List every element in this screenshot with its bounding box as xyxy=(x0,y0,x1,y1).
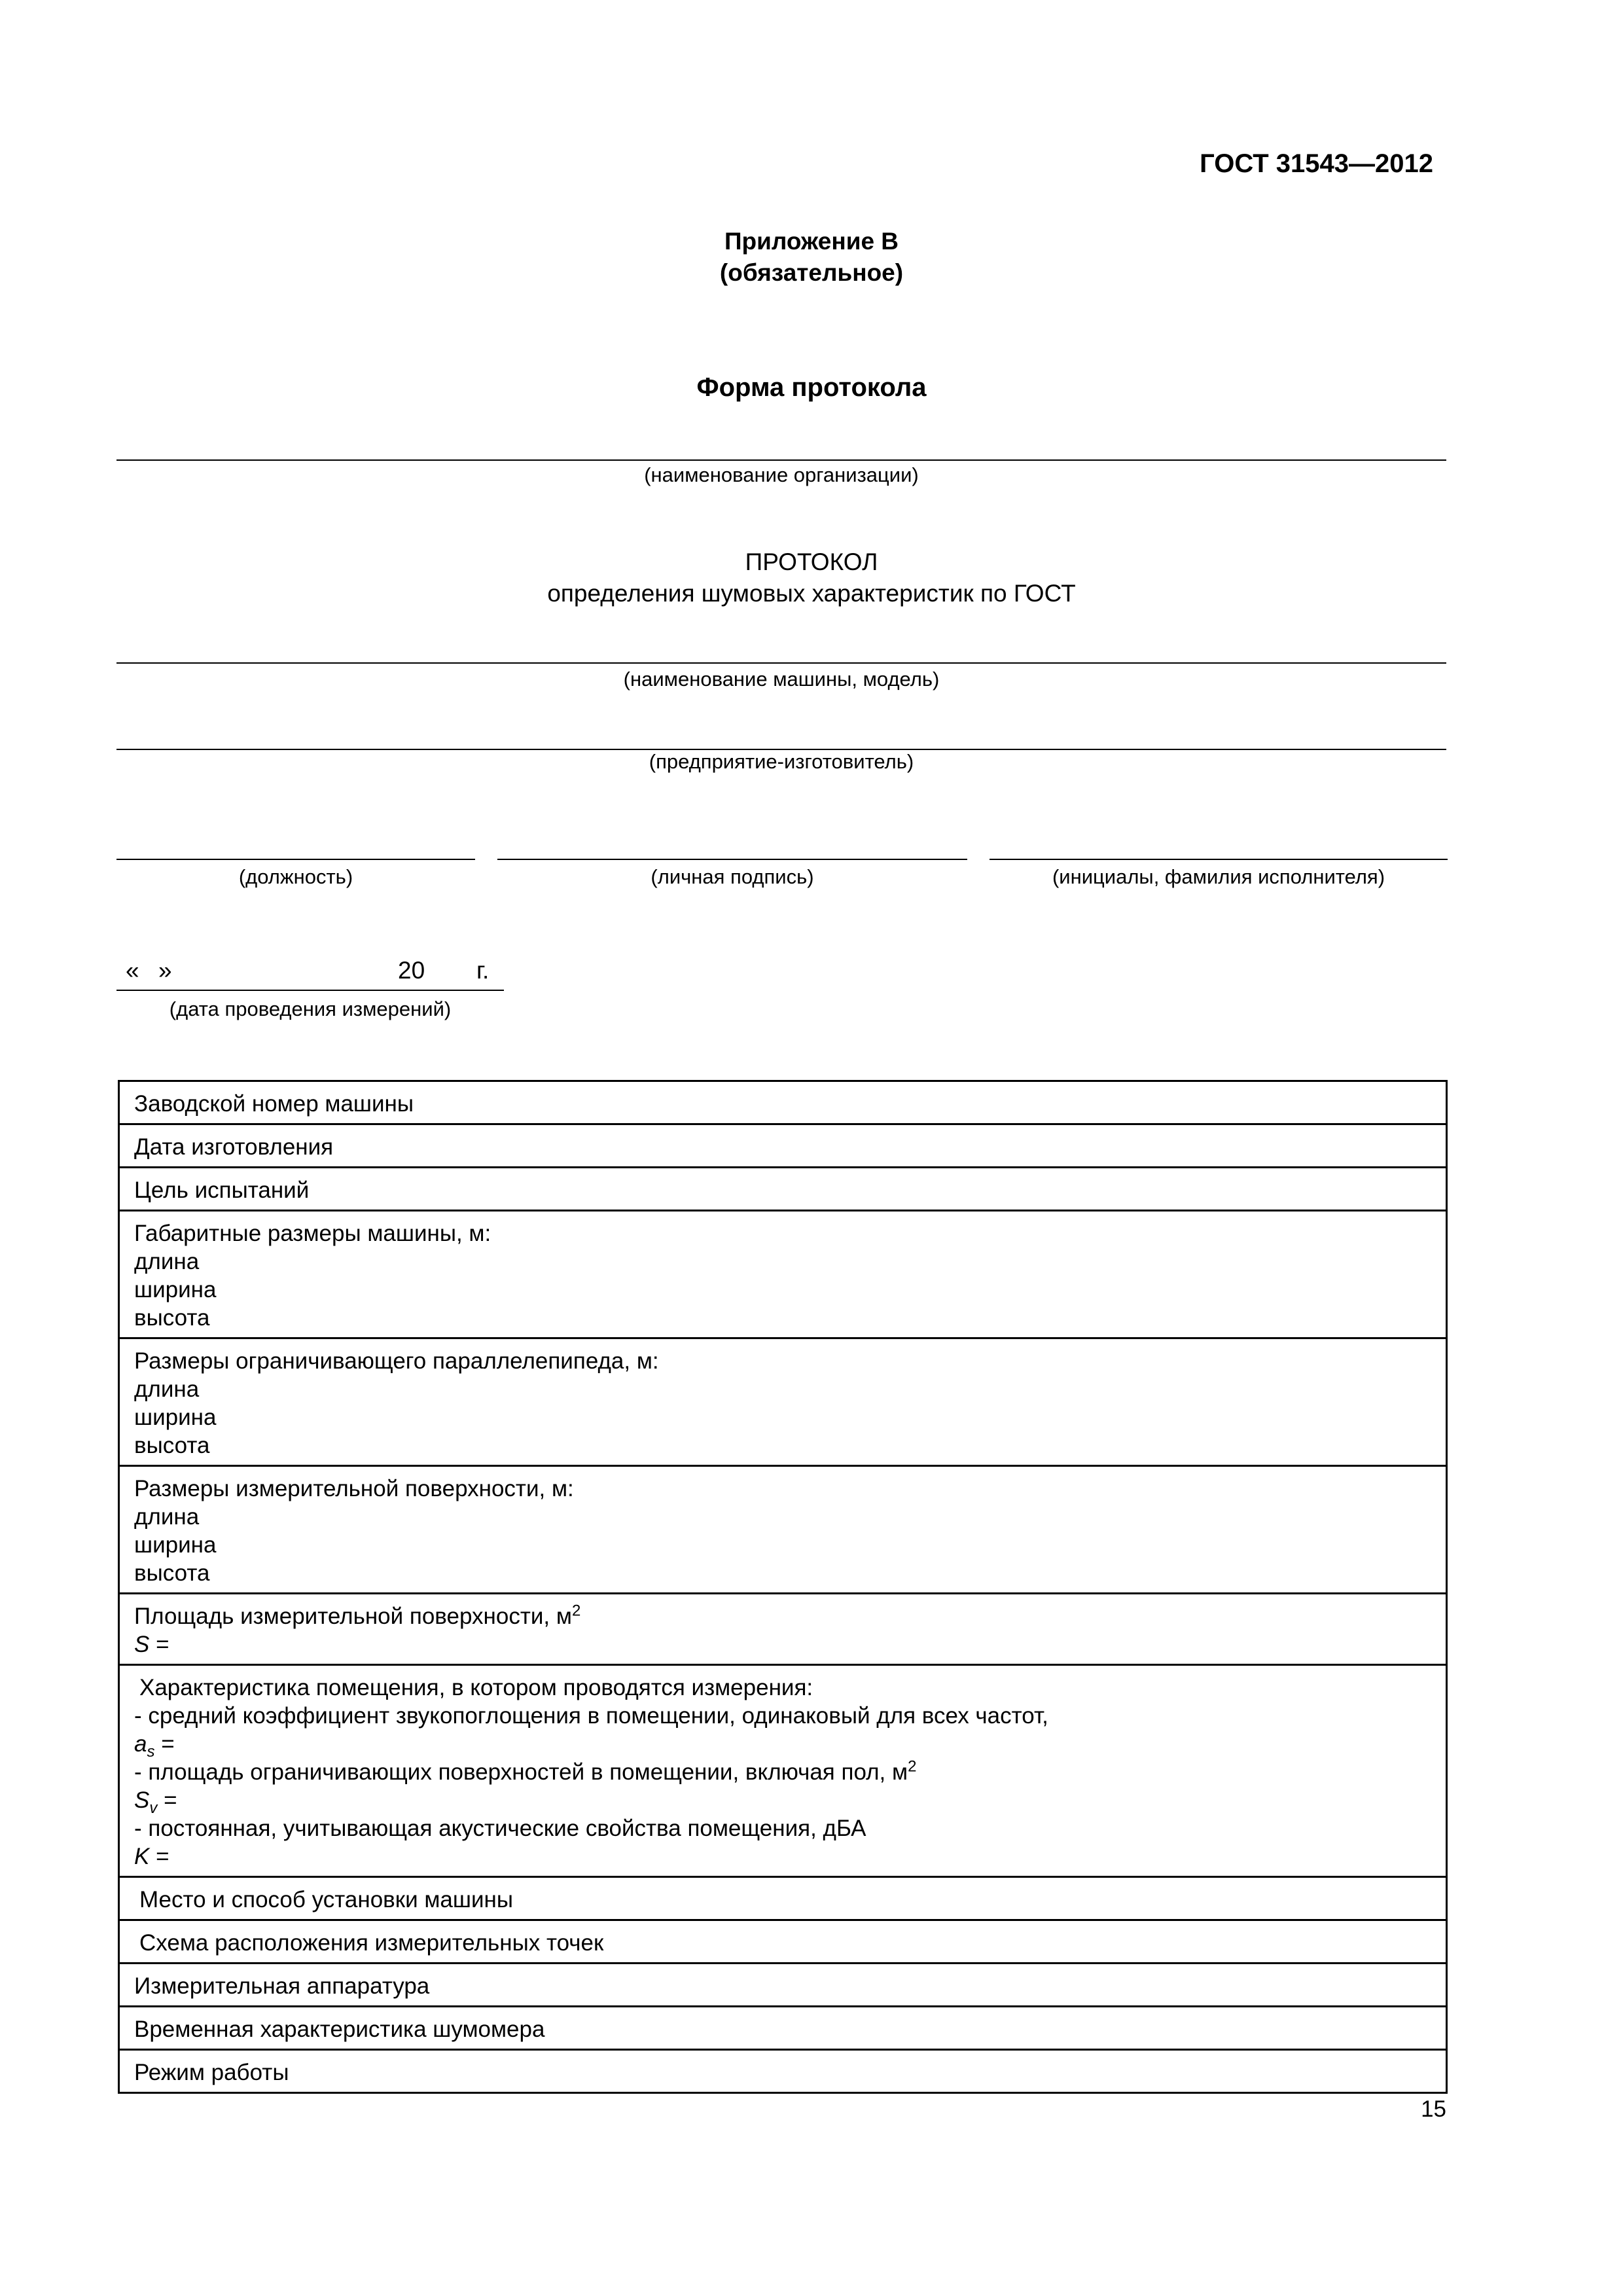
protocol-subtitle: определения шумовых характеристик по ГОСТ xyxy=(547,580,1076,607)
table-row xyxy=(119,2050,1447,2093)
surface-height-label: высота xyxy=(134,1560,210,1586)
signature-caption: (личная подпись) xyxy=(651,865,814,888)
operating-mode-cell: Режим работы xyxy=(119,2050,1447,2093)
date-field xyxy=(118,957,504,986)
table-row xyxy=(119,1124,1447,1168)
surface-dimensions-cell xyxy=(119,1466,1447,1594)
serial-number-cell: Заводской номер машины xyxy=(119,1081,1447,1124)
box-length-label: длина xyxy=(134,1376,200,1402)
signature-line xyxy=(497,859,967,860)
appendix-status: (обязательное) xyxy=(719,259,904,286)
executor-caption: (инициалы, фамилия исполнителя) xyxy=(1052,865,1385,888)
protocol-title: ПРОТОКОЛ xyxy=(745,548,878,575)
surface-area-cell xyxy=(119,1594,1447,1665)
date-line xyxy=(116,990,504,991)
manufacturer-caption: (предприятие-изготовитель) xyxy=(649,750,914,773)
date-year-prefix: 20 xyxy=(398,957,425,984)
table-row xyxy=(119,1964,1447,2007)
box-width-label: ширина xyxy=(134,1405,217,1430)
room-constant-label: - постоянная, учитывающая акустические свойства помещения, дБА xyxy=(134,1816,866,1841)
equipment-cell: Измерительная аппаратура xyxy=(119,1964,1447,2007)
surface-area-title: Площадь измерительной поверхности, $м^2$ xyxy=(134,1602,581,1629)
time-characteristic-cell: Временная характеристика шумомера xyxy=(119,2007,1447,2050)
table-row xyxy=(119,1466,1447,1594)
table-row xyxy=(119,1665,1447,1877)
position-line xyxy=(116,859,475,860)
protocol-form-table xyxy=(118,1080,1448,2094)
organization-caption: (наименование организации) xyxy=(644,463,919,486)
table-row xyxy=(119,1168,1447,1211)
room-characteristics-cell xyxy=(119,1665,1447,1877)
room-title: Характеристика помещения, в котором проводятся измерения: xyxy=(139,1675,813,1700)
room-surfaces-label: - площадь ограничивающих поверхностей в помещении, включая пол, $м^2$ xyxy=(134,1757,917,1785)
machine-width-label: ширина xyxy=(134,1277,217,1302)
machine-caption: (наименование машины, модель) xyxy=(623,668,940,691)
standard-number: ГОСТ 31543—2012 xyxy=(1200,149,1433,178)
position-caption: (должность) xyxy=(238,865,353,888)
date-close-quote: » xyxy=(158,957,172,984)
room-absorption-value: $a_s$ = xyxy=(134,1731,175,1761)
table-row xyxy=(119,1338,1447,1466)
manufacture-date-cell: Дата изготовления xyxy=(119,1124,1447,1168)
machine-dimensions-title: Габаритные размеры машины, м: xyxy=(134,1221,491,1246)
date-open-quote: « xyxy=(126,957,139,984)
protocol-heading xyxy=(0,547,1623,609)
surface-area-value: S = xyxy=(134,1632,169,1657)
table-row xyxy=(119,1594,1447,1665)
machine-length-label: длина xyxy=(134,1249,200,1274)
table-row xyxy=(119,1920,1447,1964)
room-absorption-label: - средний коэффициент звукопоглощения в помещении, одинаковый для всех частот, xyxy=(134,1703,1048,1729)
room-surfaces-value: $S_v$ = xyxy=(134,1787,177,1817)
machine-dimensions-cell xyxy=(119,1211,1447,1338)
box-dimensions-cell xyxy=(119,1338,1447,1466)
organization-line xyxy=(116,459,1446,461)
table-row xyxy=(119,1211,1447,1338)
machine-line xyxy=(116,662,1446,664)
box-height-label: высота xyxy=(134,1433,210,1458)
appendix-title: Приложение В xyxy=(724,228,899,255)
table-row xyxy=(119,1877,1447,1920)
table-row xyxy=(119,2007,1447,2050)
date-caption: (дата проведения измерений) xyxy=(169,997,452,1020)
appendix-heading xyxy=(0,226,1623,289)
test-purpose-cell: Цель испытаний xyxy=(119,1168,1447,1211)
surface-dimensions-title: Размеры измерительной поверхности, м: xyxy=(134,1476,574,1501)
surface-length-label: длина xyxy=(134,1504,200,1530)
form-title: Форма протокола xyxy=(696,373,927,402)
surface-width-label: ширина xyxy=(134,1532,217,1558)
room-constant-value: K = xyxy=(134,1844,169,1869)
table-row xyxy=(119,1081,1447,1124)
points-scheme-cell: Схема расположения измерительных точек xyxy=(119,1920,1447,1964)
machine-height-label: высота xyxy=(134,1305,210,1331)
executor-line xyxy=(990,859,1448,860)
area-unit-power: 2 xyxy=(571,1602,581,1620)
installation-cell: Место и способ установки машины xyxy=(119,1877,1447,1920)
box-dimensions-title: Размеры ограничивающего параллелепипеда, м: xyxy=(134,1348,659,1374)
date-year-suffix: г. xyxy=(476,957,490,984)
page-number: 15 xyxy=(1421,2096,1446,2122)
